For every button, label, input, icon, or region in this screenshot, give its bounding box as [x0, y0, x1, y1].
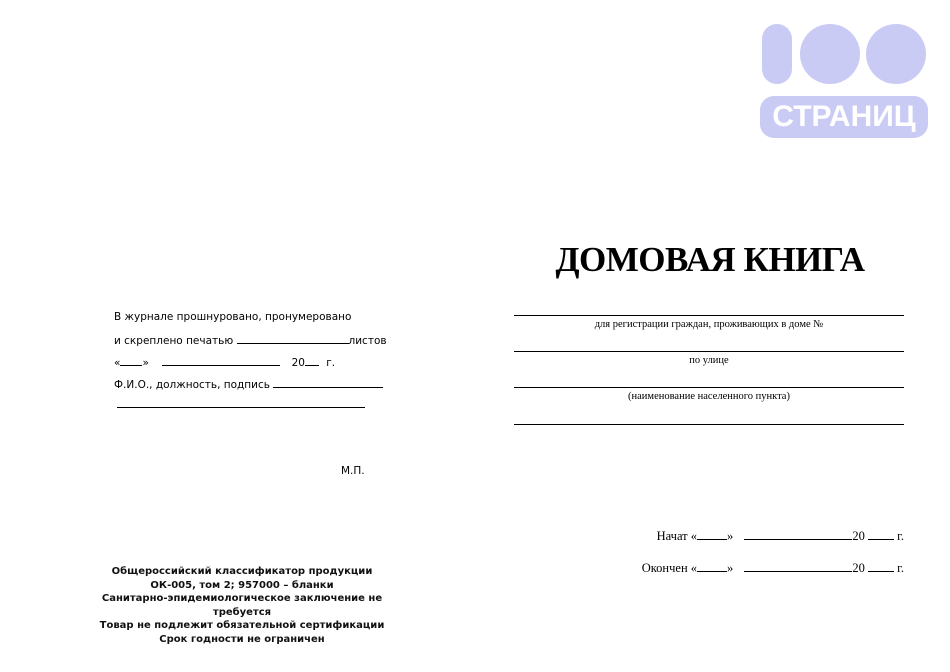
- street-rule: [514, 351, 904, 352]
- logo-100-stranits: [760, 22, 928, 140]
- logo-digit-zero: [866, 24, 926, 84]
- sheets-count-blank: [237, 333, 349, 344]
- started-year-blank: [868, 529, 894, 540]
- ended-month-blank: [744, 561, 852, 572]
- sheets-label: листов: [348, 335, 387, 347]
- locality-rule: [514, 387, 904, 388]
- page-title: ДОМОВАЯ КНИГА: [555, 240, 865, 279]
- product-info-line: Срок годности не ограничен: [159, 633, 325, 645]
- product-info-line: Общероссийский классификатор продукции: [111, 566, 373, 577]
- product-info-line: ОК-005, том 2; 957000 – бланки: [150, 579, 334, 591]
- product-info-line: Товар не подлежит обязательной сертификации: [99, 620, 385, 631]
- signature-blank: [273, 377, 383, 388]
- house-number-caption: для регистрации граждан, проживающих в доме №: [594, 319, 824, 330]
- started-date-line: [657, 529, 904, 544]
- signature-extra-blank: [117, 397, 365, 408]
- binding-note-prefix: и скреплено печатью: [114, 335, 234, 347]
- logo-digit-zero: [800, 24, 860, 84]
- month-blank: [162, 355, 280, 366]
- binding-date-line: [114, 355, 335, 369]
- ended-year-blank: [868, 561, 894, 572]
- binding-note-line2: [114, 333, 387, 347]
- year-suffix: г.: [897, 529, 904, 543]
- house-number-rule: [514, 315, 904, 316]
- close-quote: »: [727, 561, 734, 575]
- ended-label: Окончен «: [641, 561, 698, 575]
- close-quote: »: [142, 357, 149, 369]
- started-day-blank: [697, 529, 727, 540]
- binding-note-line1: В журнале прошнуровано, пронумеровано: [114, 311, 352, 323]
- logo-digit-one: [762, 24, 792, 84]
- locality-caption: (наименование населенного пункта): [628, 391, 790, 402]
- extra-rule: [514, 424, 904, 425]
- year-suffix: г.: [326, 357, 336, 369]
- year-prefix: 20: [291, 357, 305, 369]
- year-prefix: 20: [852, 529, 865, 543]
- started-label: Начат «: [656, 529, 698, 543]
- close-quote: »: [727, 529, 734, 543]
- signature-label: Ф.И.О., должность, подпись: [114, 379, 270, 391]
- logo-number: [760, 22, 928, 84]
- signature-line: [114, 377, 383, 391]
- signature-blank-line2: [117, 397, 365, 411]
- year-suffix: г.: [897, 561, 904, 575]
- open-quote: «: [114, 357, 121, 369]
- ended-day-blank: [697, 561, 727, 572]
- logo-word: СТРАНИЦ: [760, 96, 928, 138]
- stamp-place-label: М.П.: [341, 465, 365, 477]
- ended-date-line: [642, 561, 904, 576]
- year-blank: [305, 355, 319, 366]
- street-caption: по улице: [689, 355, 729, 366]
- year-prefix: 20: [852, 561, 865, 575]
- day-blank: [120, 355, 142, 366]
- started-month-blank: [744, 529, 852, 540]
- product-info-block: [80, 565, 404, 646]
- product-info-line: Санитарно-эпидемиологическое заключение не требуется: [101, 593, 383, 618]
